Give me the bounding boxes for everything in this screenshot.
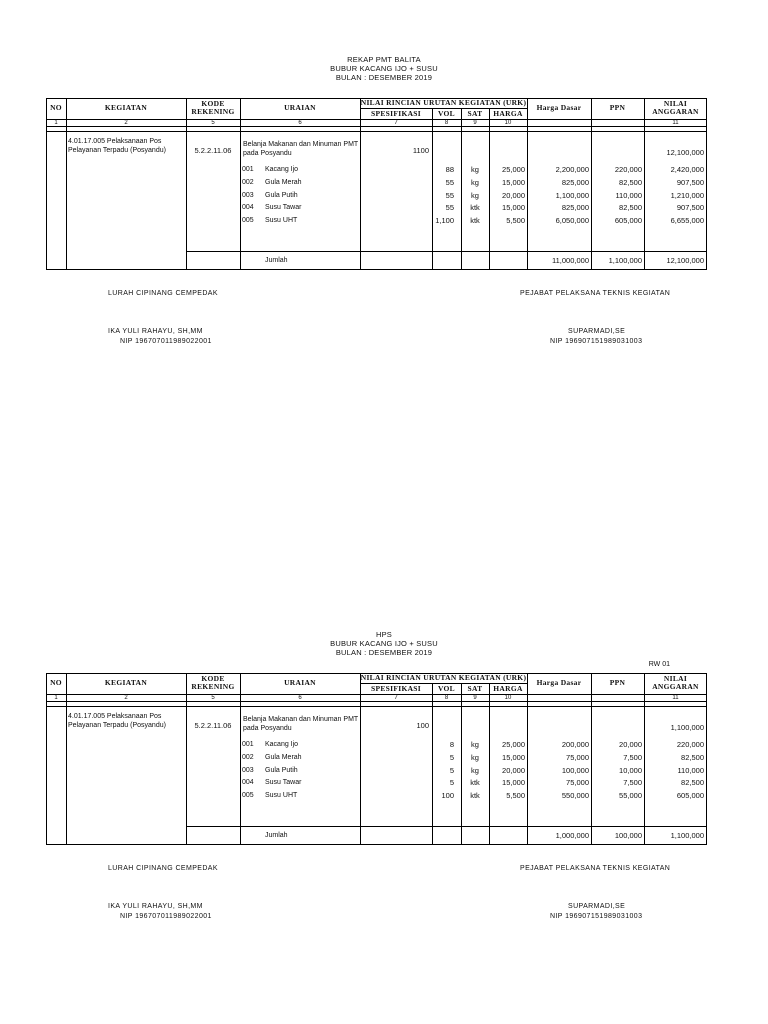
signature-right-title: PEJABAT PELAKSANA TEKNIS KEGIATAN [520,290,671,297]
kegiatan-cell: 4.01.17.005 Pelaksanaan Pos Pelayanan Terpadu (Posyandu) [68,713,166,729]
item-code: 004 [242,204,254,212]
item-harga-dasar: 100,000 [561,765,589,775]
item-code: 003 [242,766,254,774]
item-ppn: 220,000 [614,165,642,174]
item-harga: 5,500 [506,216,525,226]
column-number: 5 [211,695,215,701]
jumlah-label: Jumlah [265,832,288,839]
jumlah-nilai: 12,100,000 [666,256,704,265]
column-number: 1 [54,695,58,701]
header-vol: VOL [437,684,455,693]
item-sat: kg [471,765,479,775]
item-harga-dasar: 75,000 [566,778,589,788]
item-harga: 20,000 [502,765,525,775]
column-number: 11 [672,695,679,701]
item-ppn: 55,000 [619,791,642,801]
table-rule [461,683,462,845]
column-number: 2 [124,695,128,701]
item-harga: 20,000 [502,190,525,200]
item-harga-dasar: 550,000 [561,791,589,801]
signature-left-nip: NIP 196707011989022001 [120,338,212,345]
column-number: 11 [672,120,679,126]
header-uraian: URAIAN [284,103,316,112]
item-vol: 1,100 [435,216,454,226]
item-nilai: 82,500 [681,778,704,788]
item-harga: 15,000 [502,778,525,788]
header-harga_dasar: Harga Dasar [536,103,582,112]
header-kegiatan: KEGIATAN [104,678,148,687]
item-nilai: 2,420,000 [670,165,704,174]
signature-right-nip: NIP 196907151989031003 [550,338,643,345]
header-nilai_anggaran: NILAI ANGGARAN [652,99,699,116]
signature-right-name: SUPARMADI,SE [568,903,626,910]
header-kode: KODE REKENING [191,99,235,116]
signature-right-name: SUPARMADI,SE [568,328,626,335]
item-harga-dasar: 2,200,000 [555,165,589,174]
jumlah-ppn: 100,000 [614,831,642,840]
table-rule [46,706,707,707]
item-nilai: 220,000 [676,740,704,749]
kode-rekening-cell: 5.2.2.11.06 [194,721,232,730]
document-title-line: BULAN : DESEMBER 2019 [335,648,433,657]
total-qty-cell: 100 [416,721,429,730]
item-harga: 25,000 [502,740,525,749]
header-nilai_rincian: NILAI RINCIAN URUTAN KEGIATAN (URK) [360,98,527,107]
header-kode: KODE REKENING [191,674,235,691]
item-name: Gula Putih [265,191,298,199]
header-harga: HARGA [493,684,523,693]
item-code: 004 [242,779,254,787]
kegiatan-cell: 4.01.17.005 Pelaksanaan Pos Pelayanan Terpadu (Posyandu) [68,138,166,154]
total-nilai-cell: 1,100,000 [670,723,704,732]
header-nilai_anggaran: NILAI ANGGARAN [652,674,699,691]
total-qty-cell: 1100 [412,146,429,155]
item-nilai: 1,210,000 [670,190,704,200]
item-sat: ktk [470,791,480,801]
document-title-line: BULAN : DESEMBER 2019 [335,73,433,82]
document-title-line: BUBUR KACANG IJO + SUSU [330,639,438,648]
header-vol: VOL [437,109,455,118]
item-code: 001 [242,741,254,748]
item-vol: 5 [449,765,454,775]
item-ppn: 110,000 [615,190,642,200]
jumlah-ppn: 1,100,000 [608,256,642,265]
item-name: Kacang Ijo [265,166,299,173]
item-name: Susu UHT [265,792,298,800]
header-no: NO [50,103,62,112]
table-rule [432,683,433,845]
signature-right-nip: NIP 196907151989031003 [550,913,643,920]
item-ppn: 20,000 [619,740,642,749]
column-number: 9 [473,695,477,701]
item-ppn: 10,000 [619,765,642,775]
item-harga-dasar: 200,000 [561,740,589,749]
item-harga: 25,000 [502,165,525,174]
item-sat: ktk [470,203,480,213]
header-spesifikasi: SPESIFIKASI [371,684,421,693]
jumlah-harga-dasar: 1,000,000 [555,831,589,840]
column-number: 6 [298,120,302,126]
item-code: 002 [242,753,254,761]
item-harga-dasar: 75,000 [566,752,589,762]
header-kegiatan: KEGIATAN [104,103,148,112]
item-harga-dasar: 825,000 [561,203,589,213]
header-harga_dasar: Harga Dasar [536,678,582,687]
column-number: 1 [54,120,58,126]
column-number: 9 [473,120,477,126]
signature-left-nip: NIP 196707011989022001 [120,913,212,920]
kode-rekening-cell: 5.2.2.11.06 [194,146,232,155]
item-vol: 8 [449,740,454,749]
item-nilai: 907,500 [676,177,704,187]
jumlah-harga-dasar: 11,000,000 [552,256,589,265]
item-name: Gula Merah [265,753,302,761]
item-nilai: 907,500 [676,203,704,213]
header-uraian: URAIAN [284,678,316,687]
item-nilai: 82,500 [681,752,704,762]
item-code: 005 [242,792,254,800]
item-ppn: 605,000 [614,216,642,226]
item-ppn: 82,500 [619,177,642,187]
item-code: 005 [242,217,254,225]
header-nilai_rincian: NILAI RINCIAN URUTAN KEGIATAN (URK) [360,673,527,682]
uraian-cell: Belanja Makanan dan Minuman PMT pada Posyandu [243,716,359,732]
item-code: 002 [242,178,254,186]
document-title-line: BUBUR KACANG IJO + SUSU [330,64,438,73]
signature-left-name: IKA YULI RAHAYU, SH,MM [108,903,203,910]
uraian-cell: Belanja Makanan dan Minuman PMT pada Posyandu [243,141,359,157]
table-rule [46,701,707,702]
item-vol: 55 [445,177,454,187]
item-code: 003 [242,191,254,199]
column-number: 2 [124,120,128,126]
item-sat: kg [471,190,479,200]
column-number: 7 [394,695,398,701]
header-sat: SAT [467,684,483,693]
item-sat: kg [471,740,479,749]
item-vol: 55 [445,203,454,213]
item-name: Gula Merah [265,178,302,186]
document-title-line: REKAP PMT BALITA [347,55,421,64]
item-vol: 5 [449,778,454,788]
header-sat: SAT [467,109,483,118]
signature-left-title: LURAH CIPINANG CEMPEDAK [108,865,218,872]
signature-right-title: PEJABAT PELAKSANA TEKNIS KEGIATAN [520,865,671,872]
header-no: NO [50,678,62,687]
item-sat: ktk [470,778,480,788]
item-ppn: 82,500 [619,203,642,213]
item-vol: 100 [441,791,454,801]
header-ppn: PPN [609,103,626,112]
item-harga-dasar: 825,000 [561,177,589,187]
item-ppn: 7,500 [623,752,642,762]
item-harga: 5,500 [506,791,525,801]
item-sat: kg [471,177,479,187]
item-harga: 15,000 [502,752,525,762]
header-spesifikasi: SPESIFIKASI [371,109,421,118]
table-rule [489,683,490,845]
column-number: 8 [444,120,449,126]
table-rule [186,826,707,827]
rw-label: RW 01 [648,661,670,668]
column-number: 5 [211,120,215,126]
item-ppn: 7,500 [623,778,642,788]
item-vol: 55 [445,190,454,200]
column-number: 7 [394,120,398,126]
item-name: Susu Tawar [265,779,302,787]
item-harga-dasar: 1,100,000 [555,190,589,200]
item-name: Kacang Ijo [265,741,299,748]
item-nilai: 6,655,000 [670,216,704,226]
item-sat: kg [471,752,479,762]
header-ppn: PPN [609,678,626,687]
total-nilai-cell: 12,100,000 [666,148,704,157]
header-harga: HARGA [493,109,523,118]
item-sat: ktk [470,216,480,226]
item-nilai: 110,000 [677,765,704,775]
item-vol: 88 [445,165,454,174]
item-harga: 15,000 [502,203,525,213]
column-number: 6 [298,695,302,701]
item-harga: 15,000 [502,177,525,187]
column-number: 10 [504,120,512,126]
item-name: Susu Tawar [265,204,302,212]
signature-left-name: IKA YULI RAHAYU, SH,MM [108,328,203,335]
item-name: Susu UHT [265,217,298,225]
signature-left-title: LURAH CIPINANG CEMPEDAK [108,290,218,297]
item-code: 001 [242,166,254,173]
document-title-line: HPS [375,630,393,639]
column-number: 10 [504,695,512,701]
item-vol: 5 [449,752,454,762]
jumlah-nilai: 1,100,000 [670,831,704,840]
item-name: Gula Putih [265,766,298,774]
jumlah-label: Jumlah [265,257,288,264]
column-number: 8 [444,695,449,701]
item-harga-dasar: 6,050,000 [555,216,589,226]
item-nilai: 605,000 [676,791,704,801]
item-sat: kg [471,165,479,174]
